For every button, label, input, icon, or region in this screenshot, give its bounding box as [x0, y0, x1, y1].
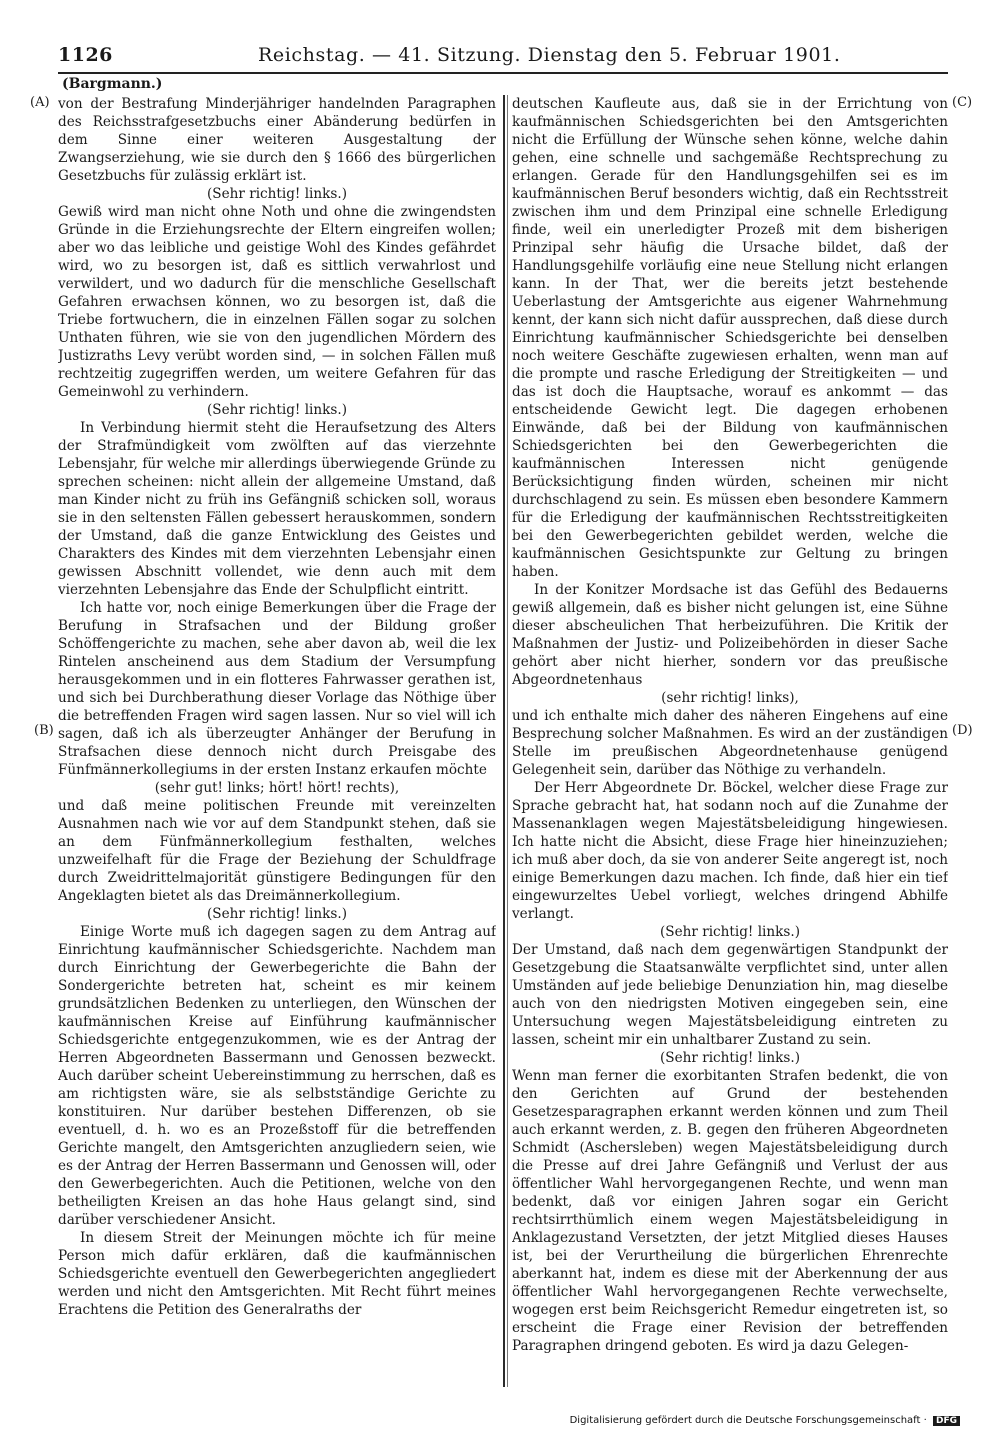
margin-marker-b: (B) [34, 723, 54, 738]
margin-marker-d: (D) [952, 723, 973, 738]
footer [570, 1415, 960, 1426]
column-divider [503, 95, 505, 1387]
paragraph: Der Herr Abgeordnete Dr. Böckel, welcher diese Frage zur Sprache gebracht hat, hat sodann noch auf die Zunahme der Massenanklagen wegen Majestätsbeleidigung hingewiesen. Ich hatte nicht die Absicht, diese Frage hier hineinzuziehen; ich muß aber doch, da sie von anderer Seite angeregt ist, noch einige Bemerkungen dazu machen. Ich finde, daß hier ein tief eingewurzeltes Uebel vorliegt, welches dringend Abhilfe verlangt. [512, 780, 948, 922]
interjection: (sehr gut! links; hört! hört! rechts), [154, 780, 400, 796]
margin-marker-a: (A) [30, 95, 50, 110]
page-number: 1126 [58, 44, 113, 66]
paragraph: und daß meine politischen Freunde mit vereinzelten Ausnahmen nach wie vor auf dem Standpunkt stehen, daß sie an dem Fünfmännerkollegium festhalten, welches unzweifelhaft für die Frage der Beziehung der Schuldfrage durch Zweidrittelmajorität günstigere Bedingungen für den Angeklagten bietet als das Dreimännerkollegium. [58, 798, 496, 904]
paragraph: deutschen Kaufleute aus, daß sie in der Errichtung von kaufmännischen Schiedsgerichten bei den Amtsgerichten nicht die Erfüllung der Wünsche sehen könne, welche dahin gehen, eine schnelle und sachgemäße Rechtsprechung zu erlangen. Gerade für den Handlungsgehilfen sei es im kaufmännischen Beruf besonders wichtig, daß ein Rechtsstreit zwischen ihm und dem Prinzipal eine schnelle Erledigung finde, weil ein unerledigter Prozeß mit dem bisherigen Prinzipal sehr häufig die Ursache bildet, daß der Handlungsgehilfe vorläufig eine neue Stellung nicht erlangen kann. In der That, wer die bereits jetzt bestehende Ueberlastung der Amtsgerichte aus eigener Wahrnehmung kennt, der kann sich nicht dafür aussprechen, daß diese durch Einrichtung kaufmännischer Schiedsgerichte bei denselben noch weitere Geschäfte zugewiesen erhalten, wenn man auf die prompte und rasche Erledigung der Streitigkeiten — und das ist doch die Hauptsache, worauf es ankommt — das entscheidende Gewicht legt. Die dagegen erhobenen Einwände, daß bei der Bildung von kaufmännischen Schiedsgerichten bei den Gewerbegerichten die kaufmännischen Interessen nicht genügende Berücksichtigung finden würden, scheinen mir nicht durchschlagend zu sein. Es müssen eben besondere Kammern für die Erledigung der kaufmännischen Rechtsstreitigkeiten bei den Gewerbegerichten gebildet werden, welche die kaufmännischen Gesichtspunkte zur Geltung zu bringen haben. [512, 96, 948, 580]
margin-marker-c: (C) [952, 95, 973, 110]
running-title: Reichstag. — 41. Sitzung. Dienstag den 5. Februar 1901. [258, 44, 841, 66]
paragraph: In der Konitzer Mordsache ist das Gefühl des Bedauerns gewiß allgemein, daß es bisher nicht gelungen ist, eine Sühne dieser abscheulichen That herbeizuführen. Die Kritik der Maßnahmen der Justiz- und Polizeibehörden in dieser Sache gehört aber nicht hierher, sondern vor das preußische Abgeordnetenhaus [512, 582, 948, 688]
paragraph: Wenn man ferner die exorbitanten Strafen bedenkt, die von den Gerichten auf Grund der bestehenden Gesetzesparagraphen erkannt werden können und zum Theil auch erkannt werden, z. B. gegen den früheren Abgeordneten Schmidt (Aschersleben) wegen Majestätsbeleidigung durch die Presse auf drei Jahre Gefängniß und Verlust der aus öffentlicher Wahl hervorgegangenen Rechte, und wenn man bedenkt, daß vor einigen Jahren sogar ein Gericht rechtsirrthümlich einem wegen Majestätsbeleidigung in Anklagezustand Versetzten, der jetzt Mitglied dieses Hauses ist, bei der Verurtheilung die bürgerlichen Ehrenrechte aberkannt hat, indem es diese mit der Aberkennung der aus öffentlicher Wahl hervorgegangenen Rechte verwechselte, wogegen erst beim Reichsgericht Remedur eingetreten ist, so erscheint die Frage einer Revision der betreffenden Paragraphen dringend geboten. Es wird ja dazu Gelegen- [512, 1068, 948, 1354]
paragraph: von der Bestrafung Minderjähriger handelnden Paragraphen des Reichsstrafgesetzbuchs einer Abänderung bedürfen in dem Sinne einer weiteren Ausgestaltung der Zwangserziehung, wie sie durch den § 1666 des bürgerlichen Gesetzbuchs für zulässig erklärt ist. [58, 96, 496, 184]
paragraph: In diesem Streit der Meinungen möchte ich für meine Person mich dafür erklären, daß die kaufmännischen Schiedsgerichte eventuell den Gewerbegerichten angegliedert werden und nicht den Amtsgerichten. Mit Recht führt meines Erachtens die Petition des Generalraths der [58, 1230, 496, 1318]
column-divider-thin [507, 95, 508, 1387]
paragraph: Ich hatte vor, noch einige Bemerkungen über die Frage der Berufung in Strafsachen und der Bildung großer Schöffengerichte zu machen, sehe aber davon ab, weil die lex Rintelen anscheinend aus dem Stadium der Versumpfung herausgekommen und in ein flotteres Fahrwasser gerathen ist, und sich bei Durchberathung dieser Vorlage das Nöthige über die betreffenden Fragen wird sagen lassen. Nur so viel will ich sagen, daß ich als überzeugter Anhänger der Berufung in Strafsachen diese dennoch nicht durch Preisgabe des Fünfmännerkollegiums in der ersten Instanz erkaufen möchte [58, 600, 496, 778]
right-column [512, 95, 948, 1385]
interjection: (Sehr richtig! links.) [206, 402, 348, 418]
paragraph: und ich enthalte mich daher des näheren Eingehens auf eine Besprechung solcher Maßnahmen. Es wird an der zuständigen Stelle im preußischen Abgeordnetenhause genügend Gelegenheit sein, darüber das Nöthige zu verhandeln. [512, 708, 948, 778]
left-column [58, 95, 496, 1385]
dfg-logo: DFG [933, 1416, 960, 1426]
page-header [58, 44, 948, 70]
paragraph: Der Umstand, daß nach dem gegenwärtigen Standpunkt der Gesetzgebung die Staatsanwälte verpflichtet sind, unter allen Umständen auf jede beliebige Denunziation hin, mag dieselbe auch von den niedrigsten Motiven eingegeben sein, eine Untersuchung wegen Majestätsbeleidigung eintreten zu lassen, scheint mir ein unhaltbarer Zustand zu sein. [512, 942, 948, 1048]
header-rule [58, 72, 948, 74]
interjection: (Sehr richtig! links.) [206, 906, 348, 922]
interjection: (Sehr richtig! links.) [659, 924, 801, 940]
interjection: (Sehr richtig! links.) [206, 186, 348, 202]
interjection: (Sehr richtig! links.) [659, 1050, 801, 1066]
paragraph: Einige Worte muß ich dagegen sagen zu dem Antrag auf Einrichtung kaufmännischer Schiedsgerichte. Nachdem man durch Einrichtung der Gewerbegerichte die Bahn der Sondergerichte betreten hat, scheint es mir keinem grundsätzlichen Bedenken zu unterliegen, den Wünschen der kaufmännischen Kreise auf Einführung kaufmännischer Schiedsgerichte entgegenzukommen, wie es der Antrag der Herren Abgeordneten Bassermann und Genossen bezweckt. Auch darüber scheint Uebereinstimmung zu herrschen, daß es am richtigsten wäre, sie als selbstständige Gerichte zu konstituiren. Nur darüber bestehen Differenzen, ob sie eventuell, d. h. wo es an Prozeßstoff für die betreffenden Gerichte mangelt, den Amtsgerichten anzugliedern seien, wie es der Antrag der Herren Bassermann und Genossen will, oder den Gewerbegerichten. Auch die Petitionen, welche von den betheiligten Kreisen an das hohe Haus gelangt sind, sind darüber verschiedener Ansicht. [58, 924, 496, 1228]
paragraph: Gewiß wird man nicht ohne Noth und ohne die zwingendsten Gründe in die Erziehungsrechte der Eltern eingreifen wollen; aber wo das leibliche und geistige Wohl des Kindes gefährdet wird, wo zu besorgen ist, daß es sittlich verwahrlost und verwildert, und wo dadurch für die menschliche Gesellschaft Gefahren erwachsen können, wo zu besorgen ist, daß die Triebe fortwuchern, die in einzelnen Fällen sogar zu solchen Unthaten führen, wie sie von den jugendlichen Mördern des Justizraths Levy verübt worden sind, — in solchen Fällen muß rechtzeitig zugegriffen werden, um weitere Gefahren für das Gemeinwohl zu verhindern. [58, 204, 496, 400]
speaker-name: (Bargmann.) [62, 76, 163, 92]
paragraph: In Verbindung hiermit steht die Heraufsetzung des Alters der Strafmündigkeit vom zwölften auf das vierzehnte Lebensjahr, für welche mir allerdings überwiegende Gründe zu sprechen scheinen: nicht allein der allgemeine Umstand, daß man Kinder nicht zu früh ins Gefängniß schicken soll, woraus sie in den seltensten Fällen gebessert herauskommen, sondern der Umstand, daß die ganze Entwicklung des Geistes und Charakters des Kindes mit dem vierzehnten Lebensjahr einen gewissen Abschnitt vollendet, wie denn auch mit dem vierzehnten Lebensjahre das Ende der Schulpflicht eintritt. [58, 420, 496, 598]
footer-text: Digitalisierung gefördert durch die Deutsche Forschungsgemeinschaft · [569, 1415, 927, 1426]
interjection: (sehr richtig! links), [661, 690, 799, 706]
